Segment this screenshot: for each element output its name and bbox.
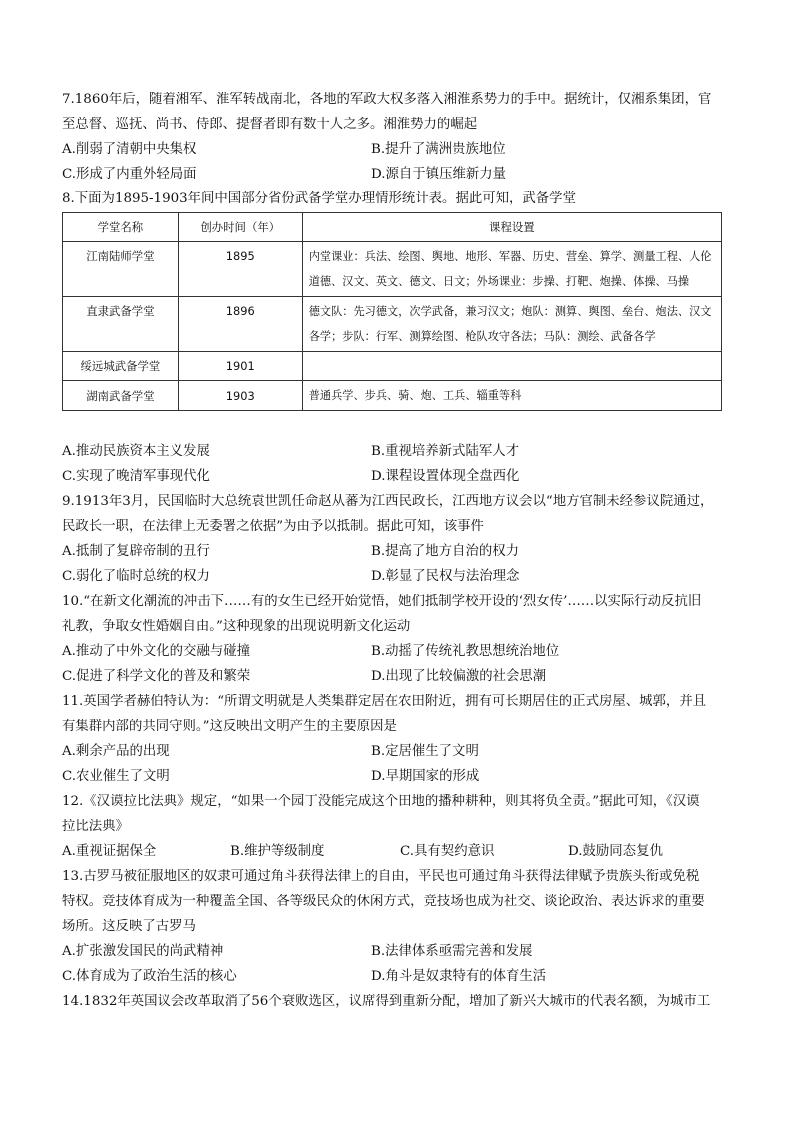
q10-option-b[interactable]: B.动摇了传统礼教思想统治地位 <box>371 644 560 659</box>
cell-course: 内堂课业：兵法、绘图、舆地、地形、军器、历史、营垒、算学、测量工程、人伦道德、汉文、英文、德文、日文；外场课业：步操、打靶、炮操、体操、马操 <box>302 242 721 297</box>
header-course: 课程设置 <box>302 213 721 242</box>
q13-stem-line2: 特权。竞技体育成为一种覆盖全国、各等级民众的休闲方式，竞技场也成为社交、谈论政治、表达诉求的重要 <box>62 894 705 909</box>
table-row <box>63 242 722 297</box>
q10-stem-line2: 礼教，争取女性婚姻自由。”这种现象的出现说明新文化运动 <box>62 619 411 634</box>
cell-name: 直隶武备学堂 <box>63 297 179 352</box>
q8-option-d[interactable]: D.课程设置体现全盘西化 <box>371 469 520 484</box>
q13-stem-line3: 场所。这反映了古罗马 <box>62 919 196 934</box>
q7-option-d[interactable]: D.源自于镇压维新力量 <box>371 167 507 182</box>
q9-option-b[interactable]: B.提高了地方自治的权力 <box>371 544 520 559</box>
cell-name: 江南陆师学堂 <box>63 242 179 297</box>
cell-course: 德文队：先习德文，次学武备，兼习汉文；炮队：测算、舆图、垒台、炮法、汉文各学；步队：行军、测算绘图、枪队攻守各法；马队：测绘、武备各学 <box>302 297 721 352</box>
q11-option-c[interactable]: C.农业催生了文明 <box>62 769 170 784</box>
q13-option-a[interactable]: A.扩张激发国民的尚武精神 <box>62 944 224 959</box>
cell-year: 1901 <box>178 352 302 381</box>
q8-option-c[interactable]: C.实现了晚清军事现代化 <box>62 469 210 484</box>
cell-name: 绥远城武备学堂 <box>63 352 179 381</box>
q7-stem-line2: 至总督、巡抚、尚书、侍郎、提督者即有数十人之多。湘淮势力的崛起 <box>62 117 478 132</box>
table-row <box>63 381 722 411</box>
cell-name: 湖南武备学堂 <box>63 381 179 411</box>
cell-year: 1903 <box>178 381 302 411</box>
table-header-row <box>63 213 722 242</box>
q8-option-a[interactable]: A.推动民族资本主义发展 <box>62 444 210 459</box>
q11-stem-line2: 有集群内部的共同守则。”这反映出文明产生的主要原因是 <box>62 719 397 734</box>
table-row <box>63 352 722 381</box>
q9-option-c[interactable]: C.弱化了临时总统的权力 <box>62 569 210 584</box>
q7-option-a[interactable]: A.削弱了清朝中央集权 <box>62 142 197 157</box>
cell-course: 普通兵学、步兵、骑、炮、工兵、辎重等科 <box>302 381 721 411</box>
q12-option-b[interactable]: B.维护等级制度 <box>230 844 325 859</box>
q12-stem-line2: 拉比法典》 <box>62 819 129 834</box>
academy-table <box>62 212 722 411</box>
q10-option-d[interactable]: D.出现了比较偏激的社会思潮 <box>371 669 547 684</box>
q9-option-a[interactable]: A.抵制了复辟帝制的丑行 <box>62 544 210 559</box>
cell-year: 1895 <box>178 242 302 297</box>
q12-option-a[interactable]: A.重视证据保全 <box>62 844 157 859</box>
q13-option-d[interactable]: D.角斗是奴隶特有的体育生活 <box>371 969 547 984</box>
q13-stem-line1: 13.古罗马被征服地区的奴隶可通过角斗获得法律上的自由，平民也可通过角斗获得法律赋予贵族头衔或免税 <box>62 869 700 884</box>
q11-option-a[interactable]: A.剩余产品的出现 <box>62 744 170 759</box>
q11-option-d[interactable]: D.早期国家的形成 <box>371 769 480 784</box>
q7-option-c[interactable]: C.形成了内重外轻局面 <box>62 167 197 182</box>
header-year: 创办时间（年） <box>178 213 302 242</box>
q12-option-c[interactable]: C.具有契约意识 <box>400 844 495 859</box>
q12-option-d[interactable]: D.鼓励同态复仇 <box>568 844 663 859</box>
q11-option-b[interactable]: B.定居催生了文明 <box>371 744 479 759</box>
q8-option-b[interactable]: B.重视培养新式陆军人才 <box>371 444 520 459</box>
q7-stem-line1: 7.1860年后，随着湘军、淮军转战南北，各地的军政大权多落入湘淮系势力的手中。据统计，仅湘系集团，官 <box>62 92 712 107</box>
q9-stem-line2: 民政长一职，在法律上无委署之依据”为由予以抵制。据此可知，该事件 <box>62 519 484 534</box>
q9-stem-line1: 9.1913年3月，民国临时大总统袁世凯任命赵从蕃为江西民政长，江西地方议会以“地方官制未经参议院通过， <box>62 494 714 509</box>
cell-year: 1896 <box>178 297 302 352</box>
q14-stem-line1: 14.1832年英国议会改革取消了56个衰败选区，议席得到重新分配，增加了新兴大城市的代表名额，为城市工 <box>62 994 711 1009</box>
q13-option-b[interactable]: B.法律体系亟需完善和发展 <box>371 944 533 959</box>
q12-stem-line1: 12.《汉谟拉比法典》规定，“如果一个园丁没能完成这个田地的播种耕种，则其将负全责。”据此可知，《汉谟 <box>62 794 700 809</box>
q8-stem: 8.下面为1895-1903年间中国部分省份武备学堂办理情形统计表。据此可知，武备学堂 <box>62 191 576 206</box>
header-name: 学堂名称 <box>63 213 179 242</box>
q7-option-b[interactable]: B.提升了满洲贵族地位 <box>371 142 506 157</box>
q10-option-a[interactable]: A.推动了中外文化的交融与碰撞 <box>62 644 251 659</box>
q9-option-d[interactable]: D.彰显了民权与法治理念 <box>371 569 520 584</box>
cell-course <box>302 352 721 381</box>
q10-option-c[interactable]: C.促进了科学文化的普及和繁荣 <box>62 669 251 684</box>
q11-stem-line1: 11.英国学者赫伯特认为：“所谓文明就是人类集群定居在农田附近，拥有可长期居住的正式房屋、城郭，并且 <box>62 694 707 709</box>
table-row <box>63 297 722 352</box>
q10-stem-line1: 10.“在新文化潮流的冲击下……有的女生已经开始觉悟，她们抵制学校开设的‘烈女传’……以实际行动反抗旧 <box>62 594 702 609</box>
q13-option-c[interactable]: C.体育成为了政治生活的核心 <box>62 969 237 984</box>
